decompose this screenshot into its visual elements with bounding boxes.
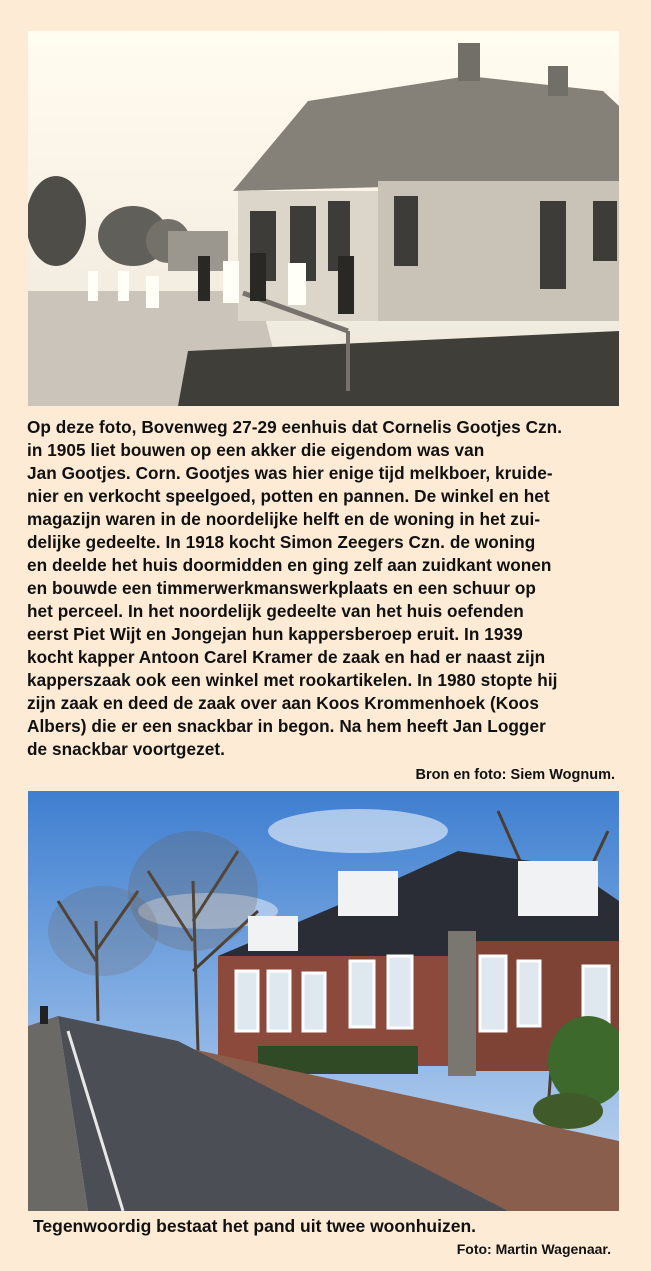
story-line: kocht kapper Antoon Carel Kramer de zaak en had er naast zijn [27, 647, 546, 667]
story-line: de snackbar voortgezet. [27, 739, 225, 759]
story-line: nier en verkocht speelgoed, potten en pannen. De winkel en het [27, 486, 550, 506]
story-line: kapperszaak ook een winkel met rookartikelen. In 1980 stopte hij [27, 670, 558, 690]
story-line: Jan Gootjes. Corn. Gootjes was hier enige tijd melkboer, kruide- [27, 463, 553, 483]
history-text [27, 416, 631, 761]
story-line: en deelde het huis doormidden en ging zelf aan zuidkant wonen [27, 555, 552, 575]
story-line: eerst Piet Wijt en Jongejan hun kappersberoep eruit. In 1939 [27, 624, 523, 644]
story-line: en bouwde een timmerwerkmanswerkplaats en een schuur op [27, 578, 536, 598]
modern-photo-caption: Tegenwoordig bestaat het pand uit twee woonhuizen. [33, 1216, 477, 1236]
photo-credit-old: Bron en foto: Siem Wognum. [415, 767, 615, 783]
story-line: magazijn waren in de noordelijke helft en de woning in het zui- [27, 509, 541, 529]
story-line: zijn zaak en deed de zaak over aan Koos Krommenhoek (Koos [27, 693, 539, 713]
story-line: het perceel. In het noordelijk gedeelte van het huis oefenden [27, 601, 524, 621]
photo-credit-new: Foto: Martin Wagenaar. [456, 1241, 611, 1257]
story-line: Op deze foto, Bovenweg 27-29 eenhuis dat Cornelis Gootjes Czn. [27, 417, 563, 437]
story-line: in 1905 liet bouwen op een akker die eigendom was van [27, 440, 485, 460]
story-line: Albers) die er een snackbar in begon. Na hem heeft Jan Logger [27, 716, 546, 736]
story-line: delijke gedeelte. In 1918 kocht Simon Zeegers Czn. de woning [27, 532, 536, 552]
modern-photo [28, 791, 619, 1211]
historic-photo [28, 31, 619, 406]
